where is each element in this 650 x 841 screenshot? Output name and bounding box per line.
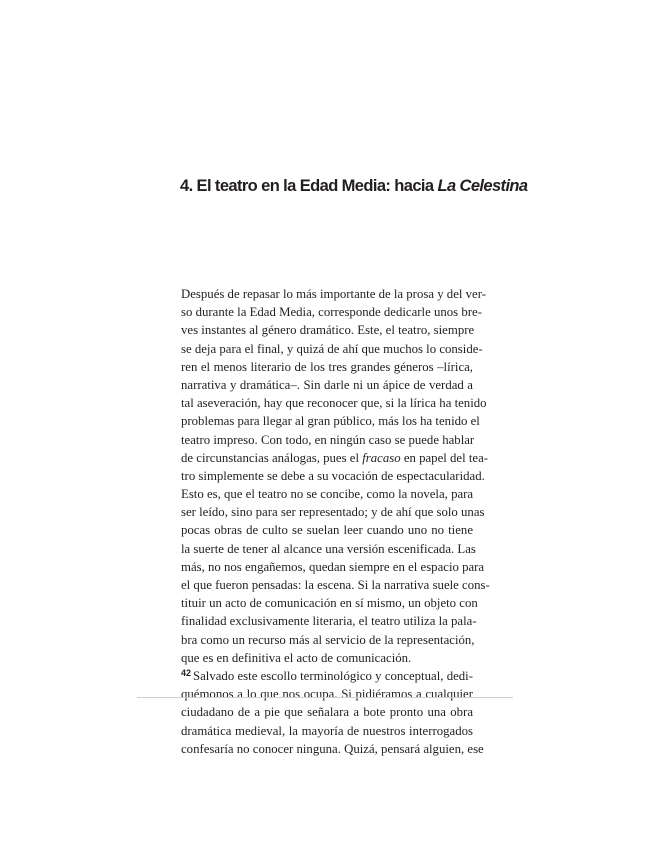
- page-number: 42: [181, 668, 192, 678]
- text-line: Salvado este escollo terminológico y conceptual, dedi-: [193, 668, 473, 683]
- text-line: ser leído, sino para ser representado; y de ahí que solo unas: [181, 505, 485, 520]
- body-text: [181, 285, 490, 758]
- text-line: tro simplemente se debe a su vocación de espectacularidad.: [181, 468, 485, 483]
- text-line: ciudadano de a pie que señalara a bote pronto una obra: [181, 705, 473, 720]
- text-line: so durante la Edad Media, corresponde dedicarle unos bre-: [181, 305, 482, 320]
- chapter-title-italic: La Celestina: [437, 177, 528, 195]
- text-line: más, no nos engañemos, quedan siempre en el espacio para: [181, 559, 485, 574]
- text-line: tituir un acto de comunicación en sí mismo, un objeto con: [181, 596, 478, 611]
- page-divider: [137, 697, 513, 698]
- text-line: se deja para el final, y quizá de ahí que muchos lo conside-: [181, 341, 483, 356]
- text-line: finalidad exclusivamente literaria, el teatro utiliza la pala-: [181, 614, 477, 629]
- text-line: ren el menos literario de los tres grandes géneros –lírica,: [181, 359, 473, 374]
- text-line: pocas obras de culto se suelan leer cuando uno no tiene: [181, 523, 473, 538]
- text-line: confesaría no conocer ninguna. Quizá, pensará alguien, ese: [181, 741, 484, 756]
- text-line: teatro impreso. Con todo, en ningún caso se puede hablar: [181, 432, 475, 447]
- text-line: tal aseveración, hay que reconocer que, si la lírica ha tenido: [181, 396, 487, 411]
- text-line: dramática medieval, la mayoría de nuestros interrogados: [181, 723, 473, 738]
- chapter-title-text: 4. El teatro en la Edad Media: hacia: [180, 177, 438, 195]
- text-line: Esto es, que el teatro no se concibe, como la novela, para: [181, 487, 474, 502]
- text-line: el que fueron pensadas: la escena. Si la narrativa suele cons-: [181, 578, 490, 592]
- text-line: problemas para llegar al gran público, más los ha tenido el: [181, 414, 480, 429]
- text-line: Después de repasar lo más importante de la prosa y del ver-: [181, 287, 486, 301]
- text-line: la suerte de tener al alcance una versión escenificada. Las: [181, 541, 476, 556]
- text-line: narrativa y dramática–. Sin darle ni un ápice de verdad a: [181, 377, 473, 392]
- text-fragment: en papel del tea-: [400, 450, 489, 465]
- chapter-title: [180, 176, 528, 196]
- text-line: ves instantes al género dramático. Este, el teatro, siempre: [181, 323, 475, 338]
- text-fragment: de circunstancias análogas, pues el: [181, 450, 363, 465]
- text-line: bra como un recurso más al servicio de la representación,: [181, 632, 475, 647]
- text-line: quémonos a lo que nos ocupa. Si pidiéramos a cualquier: [181, 687, 473, 702]
- text-line: que es en definitiva el acto de comunicación.: [181, 650, 412, 665]
- italic-term: fracaso: [362, 450, 401, 465]
- text-line: [181, 449, 489, 467]
